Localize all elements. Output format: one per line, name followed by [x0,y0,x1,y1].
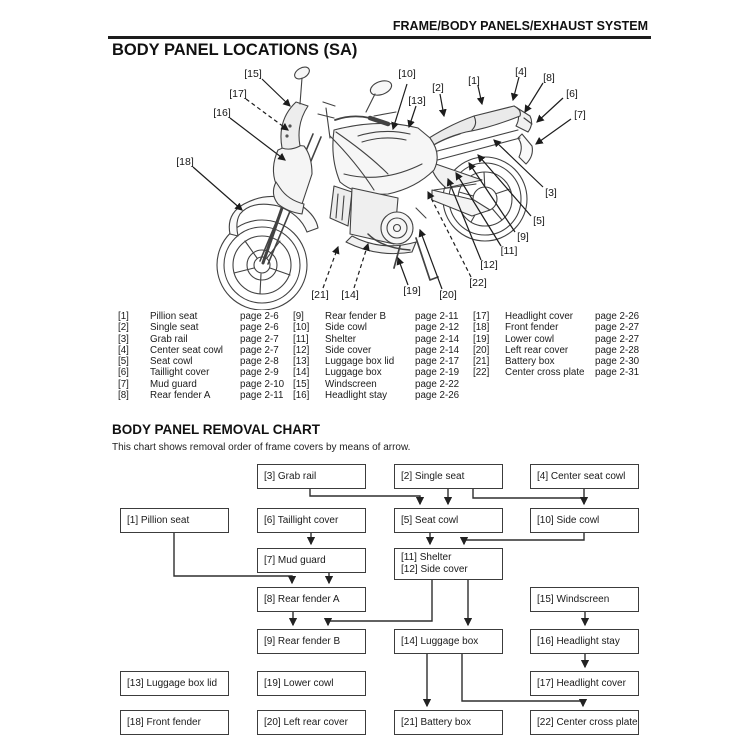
callout-11: [11] [500,245,518,257]
removal-chart-subtitle: This chart shows removal order of frame covers by means of arrow. [112,442,411,453]
callout-18: [18] [176,156,194,168]
part-page: page 2-6 [240,311,279,322]
part-ref: [5] [118,356,129,368]
part-name: Side cowl [325,322,367,334]
chart-box-lower-cowl [257,671,366,696]
part-page: page 2-26 [415,390,460,402]
part-name: Left rear cover [505,344,569,356]
chart-box-windscreen [530,587,639,612]
callout-2: [2] [432,82,444,94]
chart-box-center-cross-plate [530,710,639,735]
part-ref: [14] [293,367,310,379]
chart-box-label: [17] Headlight cover [537,677,626,689]
part-name: Side cover [325,344,372,356]
callout-10: [10] [398,68,416,80]
part-page: page 2-27 [595,322,640,334]
part-name: Rear fender A [150,390,211,402]
chart-box-label: [5] Seat cowl [401,514,459,526]
part-page: page 2-22 [415,378,460,390]
chart-box-luggage-box [394,629,503,654]
chart-box-single-seat [394,464,503,489]
part-name: Headlight stay [325,390,388,402]
part-ref: [22] [473,367,490,379]
callout-7: [7] [574,109,586,121]
part-ref: [13] [293,356,310,368]
part-page: page 2-30 [595,356,640,368]
part-name: Luggage box [325,367,382,379]
part-name: Center seat cowl [150,344,223,356]
chart-box-label: [15] Windscreen [537,593,610,605]
part-page: page 2-11 [415,311,459,322]
chart-box-headlight-cover [530,671,639,696]
callout-14: [14] [341,289,359,301]
chart-box-front-fender [120,710,229,735]
chart-box-luggage-box-lid [120,671,229,696]
chart-box-shelter-side-cover [394,548,503,580]
callout-15: [15] [244,68,262,80]
part-name: Lower cowl [505,333,555,345]
part-ref: [4] [118,344,129,356]
chart-box-left-rear-cover [257,710,366,735]
part-page: page 2-19 [415,367,460,379]
part-name: Single seat [150,322,199,334]
part-page: page 2-6 [240,322,279,334]
chart-box-label: [21] Battery box [401,716,472,728]
part-page: page 2-17 [415,356,460,368]
part-ref: [2] [118,322,129,334]
part-ref: [8] [118,390,129,402]
chart-box-battery-box [394,710,503,735]
chart-box-label: [13] Luggage box lid [127,677,218,689]
chart-box-label: [7] Mud guard [264,554,326,566]
part-name: Windscreen [325,378,377,390]
part-ref: [3] [118,333,129,345]
part-page: page 2-28 [595,344,640,356]
chart-box-grab-rail [257,464,366,489]
part-page: page 2-14 [415,344,460,356]
part-name: Center cross plate [505,367,585,379]
chart-box-label: [16] Headlight stay [537,635,620,647]
part-ref: [11] [293,333,309,345]
chart-box-label: [4] Center seat cowl [537,470,626,482]
part-page: page 2-11 [240,390,284,402]
chart-box-rear-fender-b [257,629,366,654]
callout-12: [12] [480,259,498,271]
part-ref: [6] [118,367,129,379]
part-ref: [7] [118,378,129,390]
callout-4: [4] [515,66,527,78]
chart-box-headlight-stay [530,629,639,654]
part-name: Headlight cover [505,311,574,322]
chart-box-rear-fender-a [257,587,366,612]
system-breadcrumb: FRAME/BODY PANELS/EXHAUST SYSTEM [392,19,648,33]
removal-chart-title: BODY PANEL REMOVAL CHART [112,422,321,437]
callout-1: [1] [468,75,480,87]
part-name: Seat cowl [150,356,193,368]
chart-box-pillion-seat [120,508,229,533]
part-ref: [20] [473,344,490,356]
part-ref: [21] [473,356,490,368]
part-page: page 2-7 [240,333,279,345]
part-page: page 2-10 [240,378,285,390]
part-ref: [19] [473,333,490,345]
part-ref: [16] [293,390,310,402]
page-title: BODY PANEL LOCATIONS (SA) [112,41,358,59]
part-page: page 2-9 [240,367,279,379]
part-page: page 2-14 [415,333,460,345]
part-ref: [10] [293,322,310,334]
part-page: page 2-26 [595,311,640,322]
callout-8: [8] [543,72,555,84]
part-ref: [17] [473,311,490,322]
part-ref: [15] [293,378,310,390]
part-name: Battery box [505,356,555,368]
callout-9: [9] [517,231,529,243]
callout-16: [16] [213,107,231,119]
callout-21: [21] [311,289,329,301]
chart-box-label: [3] Grab rail [264,470,317,482]
chart-box-label: [6] Taillight cover [264,514,339,526]
chart-box-label: [12] Side cover [401,564,468,575]
chart-box-label: [8] Rear fender A [264,593,340,605]
part-name: Grab rail [150,333,188,345]
part-name: Taillight cover [150,367,210,379]
callout-6: [6] [566,88,578,100]
part-page: page 2-31 [595,367,640,379]
chart-box-side-cowl [530,508,639,533]
chart-box-label: [1] Pillion seat [127,514,190,526]
chart-box-label: [2] Single seat [401,470,465,482]
part-page: page 2-7 [240,344,279,356]
chart-box-label: [19] Lower cowl [264,677,334,689]
part-name: Mud guard [150,378,197,390]
chart-box-label: [20] Left rear cover [264,716,348,728]
callout-20: [20] [439,289,457,301]
part-ref: [9] [293,311,304,322]
part-ref: [12] [293,344,310,356]
callout-5: [5] [533,215,545,227]
part-ref: [1] [118,311,129,322]
part-page: page 2-12 [415,322,460,334]
part-name: Rear fender B [325,311,386,322]
chart-box-label: [14] Luggage box [401,635,479,647]
chart-box-center-seat-cowl [530,464,639,489]
part-name: Front fender [505,322,559,334]
chart-box-label: [9] Rear fender B [264,635,341,647]
chart-box-label: [11] Shelter [401,552,452,563]
part-ref: [18] [473,322,490,334]
chart-box-mud-guard [257,548,366,573]
chart-box-label: [18] Front fender [127,716,201,728]
chart-box-label: [22] Center cross plate [537,716,638,728]
part-name: Shelter [325,333,357,345]
part-page: page 2-27 [595,333,640,345]
callout-19: [19] [403,285,421,297]
callout-17: [17] [229,88,247,100]
callout-3: [3] [545,187,557,199]
part-name: Luggage box lid [325,356,395,368]
chart-box-taillight-cover [257,508,366,533]
callout-13: [13] [408,95,426,107]
callout-22: [22] [469,277,487,289]
part-name: Pillion seat [150,311,198,322]
chart-box-label: [10] Side cowl [537,514,600,526]
part-page: page 2-8 [240,356,279,368]
chart-box-seat-cowl [394,508,503,533]
